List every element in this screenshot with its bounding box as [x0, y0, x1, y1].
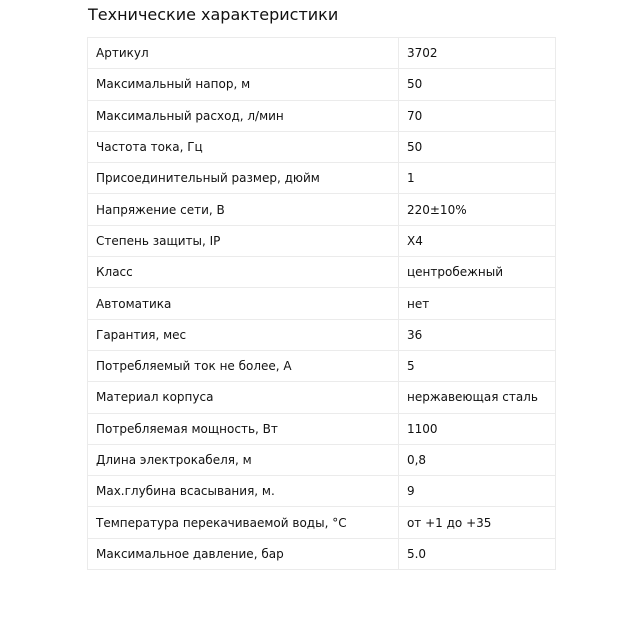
table-row — [88, 100, 556, 131]
table-row — [88, 225, 556, 256]
spec-label: Максимальный расход, л/мин — [88, 100, 399, 131]
spec-value: нет — [398, 288, 555, 319]
spec-label: Потребляемая мощность, Вт — [88, 413, 399, 444]
spec-label: Артикул — [88, 38, 399, 69]
spec-label: Потребляемый ток не более, А — [88, 350, 399, 381]
table-row — [88, 194, 556, 225]
table-row — [88, 538, 556, 569]
table-row — [88, 38, 556, 69]
table-row — [88, 257, 556, 288]
spec-value: центробежный — [398, 257, 555, 288]
spec-value: 5 — [398, 350, 555, 381]
table-row — [88, 319, 556, 350]
spec-value: 220±10% — [398, 194, 555, 225]
spec-label: Max.глубина всасывания, м. — [88, 476, 399, 507]
spec-label: Температура перекачиваемой воды, °С — [88, 507, 399, 538]
table-row — [88, 131, 556, 162]
spec-value: 50 — [398, 131, 555, 162]
spec-label: Максимальный напор, м — [88, 69, 399, 100]
spec-label: Присоединительный размер, дюйм — [88, 163, 399, 194]
table-row — [88, 413, 556, 444]
spec-label: Материал корпуса — [88, 382, 399, 413]
spec-value: 1100 — [398, 413, 555, 444]
spec-label: Гарантия, мес — [88, 319, 399, 350]
spec-value: 3702 — [398, 38, 555, 69]
spec-label: Длина электрокабеля, м — [88, 444, 399, 475]
spec-value: X4 — [398, 225, 555, 256]
table-row — [88, 69, 556, 100]
table-row — [88, 382, 556, 413]
spec-value: 36 — [398, 319, 555, 350]
table-row — [88, 163, 556, 194]
table-row — [88, 476, 556, 507]
spec-value: 5.0 — [398, 538, 555, 569]
spec-value: от +1 до +35 — [398, 507, 555, 538]
section-title: Технические характеристики — [88, 5, 339, 24]
spec-value: 50 — [398, 69, 555, 100]
spec-label: Частота тока, Гц — [88, 131, 399, 162]
table-row — [88, 288, 556, 319]
spec-value: 1 — [398, 163, 555, 194]
spec-label: Напряжение сети, В — [88, 194, 399, 225]
specs-table-body — [88, 38, 556, 570]
spec-value: 70 — [398, 100, 555, 131]
spec-value: 0,8 — [398, 444, 555, 475]
spec-label: Класс — [88, 257, 399, 288]
specs-table — [87, 37, 556, 570]
spec-value: нержавеющая сталь — [398, 382, 555, 413]
spec-value: 9 — [398, 476, 555, 507]
spec-label: Максимальное давление, бар — [88, 538, 399, 569]
table-row — [88, 444, 556, 475]
table-row — [88, 507, 556, 538]
table-row — [88, 350, 556, 381]
spec-label: Степень защиты, IP — [88, 225, 399, 256]
spec-label: Автоматика — [88, 288, 399, 319]
